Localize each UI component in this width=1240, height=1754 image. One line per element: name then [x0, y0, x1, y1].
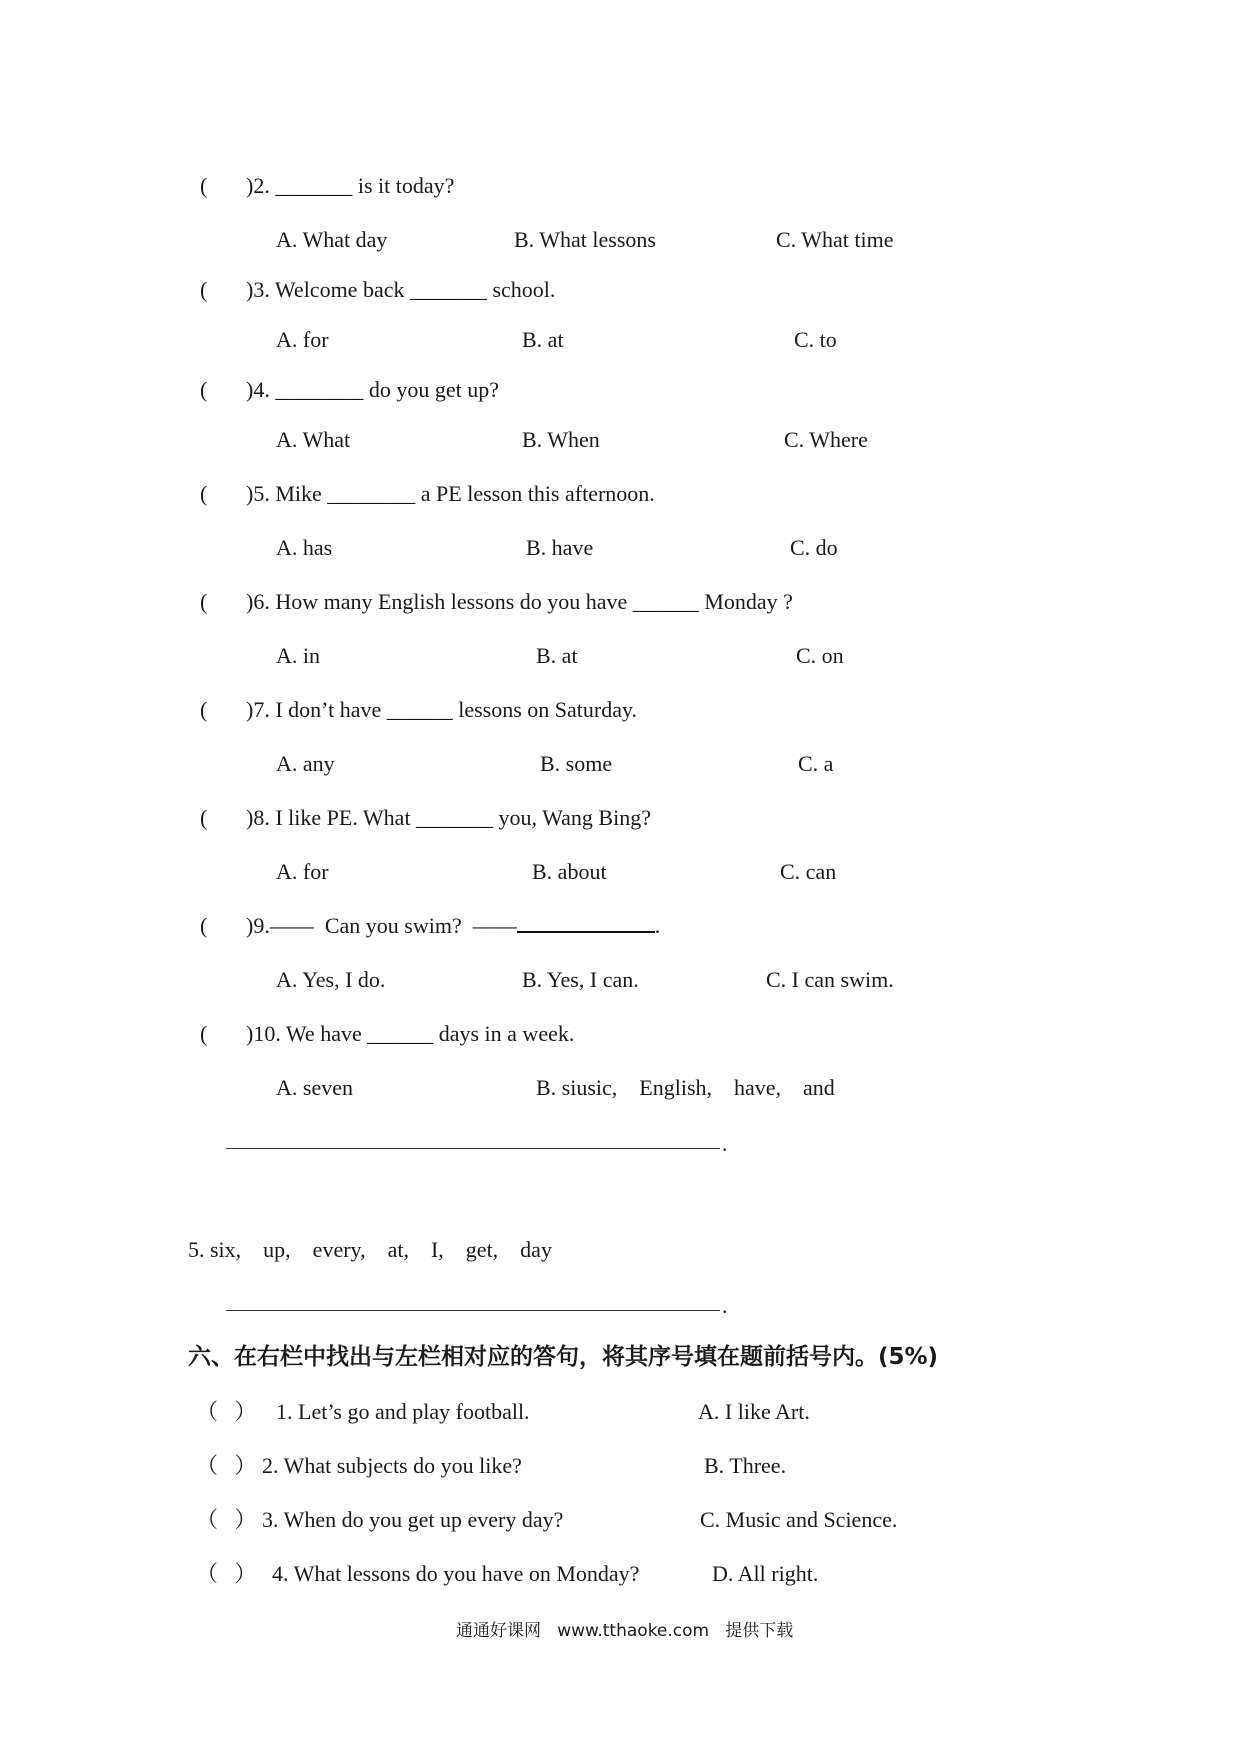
question-2-option-a: A. What day [276, 227, 388, 252]
match-question-2: 2. What subjects do you like? [262, 1453, 522, 1478]
question-2-option-c: C. What time [776, 227, 894, 252]
question-7-option-b: B. some [540, 751, 613, 776]
answer-bracket: （ ） [196, 1507, 257, 1532]
question-4-option-b: B. When [522, 427, 600, 452]
match-question-1: 1. Let’s go and play football. [276, 1399, 530, 1424]
question-2-stem: )2. _______ is it today? [246, 173, 455, 198]
answer-bracket: ( [200, 481, 208, 506]
match-answer-d: D. All right. [712, 1561, 819, 1586]
question-8-option-c: C. can [780, 859, 837, 884]
answer-bracket: ( [200, 277, 208, 302]
question-7-stem: )7. I don’t have ______ lessons on Saturday. [246, 697, 638, 722]
question-6-stem: )6. How many English lessons do you have ______ Monday ? [246, 589, 793, 614]
writing-answer-line [226, 1148, 720, 1149]
question-10-option-b: B. siusic, English, have, and [536, 1075, 835, 1100]
question-5-stem: )5. Mike ________ a PE lesson this afternoon. [246, 481, 655, 506]
question-8-option-b: B. about [532, 859, 607, 884]
question-8-stem: )8. I like PE. What _______ you, Wang Bing? [246, 805, 651, 830]
question-5-option-c: C. do [790, 535, 838, 560]
question-3-option-a: A. for [276, 327, 329, 352]
question-9-option-b: B. Yes, I can. [522, 967, 639, 992]
question-7-option-a: A. any [276, 751, 335, 776]
question-2-option-b: B. What lessons [514, 227, 656, 252]
question-9-stem [246, 912, 660, 940]
answer-blank-line [517, 913, 655, 933]
question-6-option-a: A. in [276, 643, 320, 668]
answer-bracket: （ ） [196, 1399, 257, 1424]
question-7-option-c: C. a [798, 751, 834, 776]
question-4-option-a: A. What [276, 427, 351, 452]
question-10-option-a: A. seven [276, 1075, 353, 1100]
match-answer-c: C. Music and Science. [700, 1507, 898, 1532]
match-question-3: 3. When do you get up every day? [262, 1507, 564, 1532]
question-6-option-b: B. at [536, 643, 578, 668]
answer-bracket: ( [200, 173, 208, 198]
answer-bracket: （ ） [196, 1561, 257, 1586]
footer-source-text: 通通好课网 www.tthaoke.com 提供下载 [456, 1621, 794, 1641]
question-9-end: . [654, 913, 661, 938]
writing-answer-line [226, 1310, 720, 1311]
match-answer-a: A. I like Art. [698, 1399, 810, 1424]
question-3-option-b: B. at [522, 327, 564, 352]
answer-bracket: ( [200, 913, 208, 938]
answer-bracket: ( [200, 589, 208, 614]
question-8-option-a: A. for [276, 859, 329, 884]
match-answer-b: B. Three. [704, 1453, 787, 1478]
word-order-question-5: 5. six, up, every, at, I, get, day [188, 1237, 552, 1262]
section-heading: 六、在右栏中找出与左栏相对应的答句，将其序号填在题前括号内。(5%) [188, 1344, 939, 1370]
writing-line-period: . [722, 1131, 728, 1156]
question-9-option-c: C. I can swim. [766, 967, 894, 992]
question-10-stem: )10. We have ______ days in a week. [246, 1021, 575, 1046]
answer-bracket: ( [200, 1021, 208, 1046]
writing-line-period: . [722, 1293, 728, 1318]
question-5-option-b: B. have [526, 535, 594, 560]
question-3-stem: )3. Welcome back _______ school. [246, 277, 556, 302]
answer-bracket: ( [200, 805, 208, 830]
match-question-4: 4. What lessons do you have on Monday? [272, 1561, 640, 1586]
answer-bracket: （ ） [196, 1453, 257, 1478]
question-3-option-c: C. to [794, 327, 837, 352]
question-5-option-a: A. has [276, 535, 333, 560]
question-9-text: )9.—— Can you swim? —— [246, 913, 517, 938]
question-4-stem: )4. ________ do you get up? [246, 377, 499, 402]
question-6-option-c: C. on [796, 643, 844, 668]
question-9-option-a: A. Yes, I do. [276, 967, 386, 992]
answer-bracket: ( [200, 697, 208, 722]
answer-bracket: ( [200, 377, 208, 402]
question-4-option-c: C. Where [784, 427, 868, 452]
